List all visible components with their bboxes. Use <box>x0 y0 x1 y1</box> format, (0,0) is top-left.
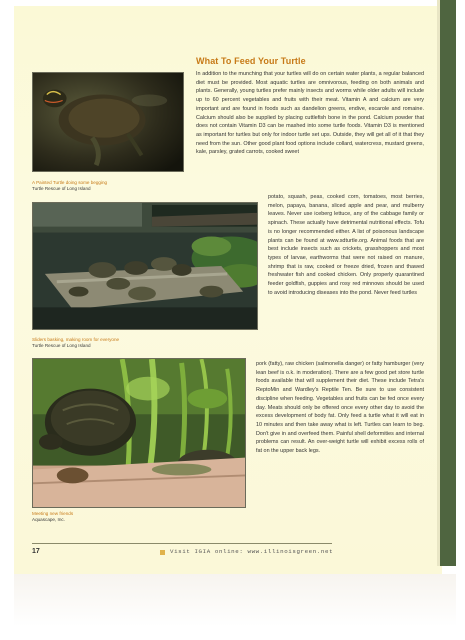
caption-title: Sliders basking, making room for everyone <box>32 337 120 342</box>
footer-bullet-square <box>160 550 165 555</box>
caption-title: A Painted Turtle doing some begging <box>32 180 108 185</box>
article-paragraph-wide: In addition to the munching that your turtles will do on certain water plants, a regular balanced diet must be provided. Most aquatic turtles are omnivorous, feeding on both animals and plants. Generally, young turtles prefer mainly insects and worms while older adults will include up to 60 percent vegetables and fruits with their meat. Vitamin A and calcium are very important and are found in foods such as dandelion greens, endive, escarole and romaine. Calcium should also be supplied by placing cuttlefish bone in the pond. Calcium powder that does not contain Vitamin D3 can be mashed into some turtle foods. Vitamin D3 is mentioned as important for turtles but only for indoor turtle set ups. Outside, they will get all of it that they need from the sun. Other good plant food options include collard, watercress, mustard greens, kale, parsley, grated carrots, cooked sweet <box>196 71 424 156</box>
painted-turtle-photo <box>32 72 184 172</box>
page-edge-band <box>440 0 456 566</box>
page-number: 17 <box>32 548 40 555</box>
caption-credit: Aquascape, Inc. <box>32 516 65 522</box>
article-paragraph-narrow: potato, squash, peas, cooked corn, tomatoes, most berries, melon, papaya, banana, sliced apple and pear, and mulberry leaves. Never use iceberg lettuce, any of the cabbage family or spinach. These actually have detrimental nutritional effects. Tofu is no longer recommended either. A list of poisonous landscape plants can be found at www.sdturtle.org. Animal foods that are best include insects such as crickets, grasshoppers and most types of larvae, earthworms that were not raised on manure, shrimp that is raw, cooked or freeze dried, frozen and thawed freshwater fish and cooked chicken. Only properly quarantined feeder goldfish, guppies and rosy red minnows should be used to avoid introducing diseases into the pond. Never feed turtles <box>268 194 424 296</box>
sliders-basking-photo <box>32 202 258 330</box>
meeting-friends-photo <box>32 358 246 508</box>
photo-caption-3 <box>32 511 73 522</box>
caption-credit: Turtle Rescue of Long Island <box>32 342 91 348</box>
photo-caption-1 <box>32 180 107 191</box>
scan-bottom-margin <box>14 574 456 640</box>
caption-credit: Turtle Rescue of Long Island <box>32 185 91 191</box>
photo-caption-2 <box>32 337 119 348</box>
article-paragraph-lower: pork (fatty), raw chicken (salmonella danger) or fatty hamburger (very lean beef is o.k. in moderation). There are a few good pet store turtle foods available that will supplement their diet. These include Tetra's ReptoMin and Wardley's Reptile Ten. Be sure to use consistent discipline when feeding. Vegetables and fruits can be fed once every day. Meats should only be offered once every other day to avoid the excess development of body fat. Only feed a turtle what it will eat in 10 minutes and then take away what is left. Turtles can learn to beg. Don't give in and overfeed them. Painful shell deformities and internal problems can result. An over-weight turtle will exhibit excess rolls of fat on the upper back legs. <box>256 361 424 455</box>
footer-website-text: Visit IGIA online: www.illinoisgreen.net <box>170 548 334 555</box>
footer-divider <box>32 543 332 544</box>
caption-title: Meeting new friends <box>32 511 74 516</box>
article-heading: What To Feed Your Turtle <box>196 56 306 66</box>
